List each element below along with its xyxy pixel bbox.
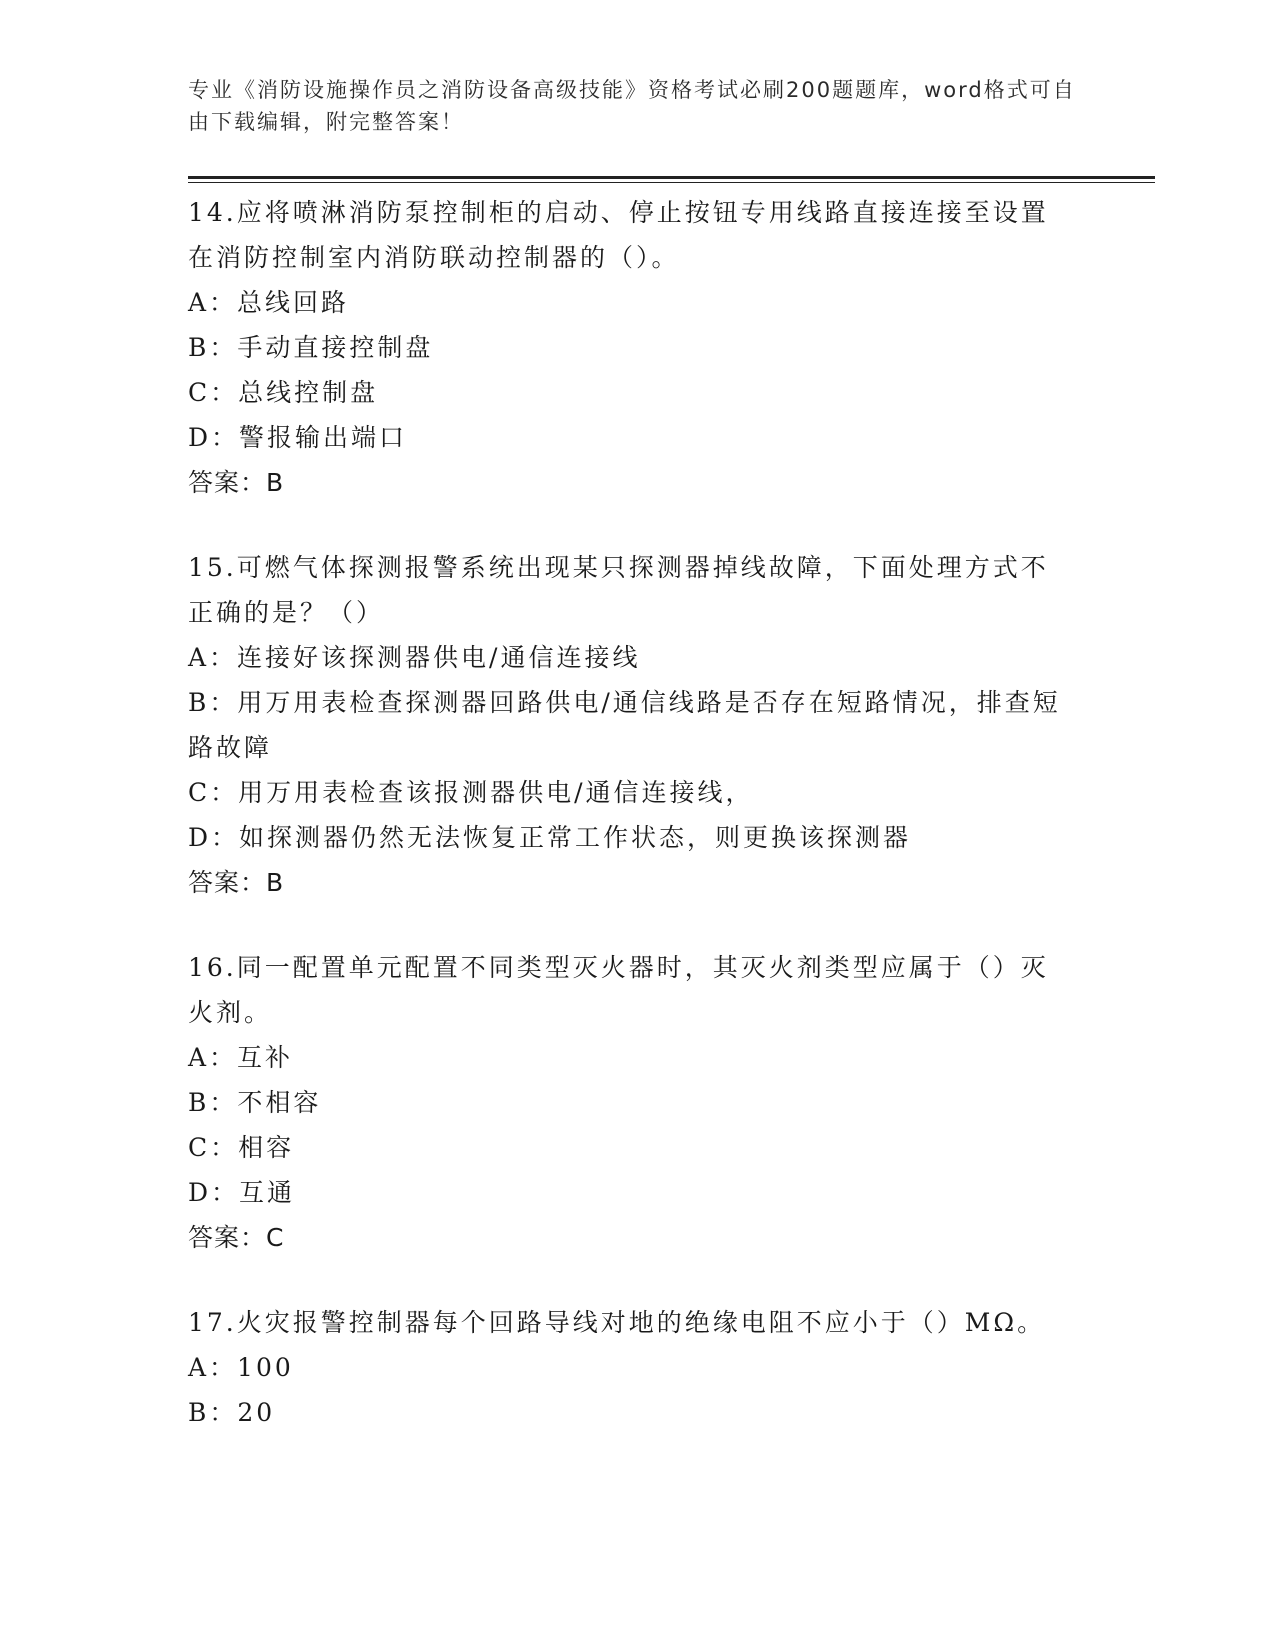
question-15 <box>188 545 1068 905</box>
header-divider-thin <box>188 182 1155 183</box>
question-stem: 17.火灾报警控制器每个回路导线对地的绝缘电阻不应小于（）MΩ。 <box>188 1308 1046 1337</box>
option-d: D：警报输出端口 <box>188 423 408 452</box>
question-stem: 16.同一配置单元配置不同类型灭火器时，其灭火剂类型应属于（）灭火剂。 <box>188 953 1049 1027</box>
question-stem: 15.可燃气体探测报警系统出现某只探测器掉线故障，下面处理方式不正确的是？（） <box>188 553 1049 627</box>
option-c: C：相容 <box>188 1133 295 1162</box>
option-a: A：互补 <box>188 1043 294 1072</box>
option-c: C：总线控制盘 <box>188 378 379 407</box>
option-a: A：总线回路 <box>188 288 350 317</box>
option-d: D：互通 <box>188 1178 296 1207</box>
option-b: B：手动直接控制盘 <box>188 333 434 362</box>
option-a: A：连接好该探测器供电/通信连接线 <box>188 643 641 672</box>
option-b: B：不相容 <box>188 1088 322 1117</box>
option-a: A：100 <box>188 1353 294 1382</box>
question-16 <box>188 945 1068 1260</box>
question-stem: 14.应将喷淋消防泵控制柜的启动、停止按钮专用线路直接连接至设置在消防控制室内消防联动控制器的（）。 <box>188 198 1049 272</box>
option-c: C：用万用表检查该报测器供电/通信连接线， <box>188 778 754 807</box>
answer: 答案：B <box>188 868 285 897</box>
answer: 答案：B <box>188 468 285 497</box>
option-b: B：20 <box>188 1398 276 1427</box>
question-list <box>188 190 1068 1475</box>
document-header: 专业《消防设施操作员之消防设备高级技能》资格考试必刷200题题库，word格式可自由下载编辑，附完整答案！ <box>188 78 1076 134</box>
option-b: B：用万用表检查探测器回路供电/通信线路是否存在短路情况，排查短路故障 <box>188 688 1061 762</box>
question-14 <box>188 190 1068 505</box>
answer: 答案：C <box>188 1223 285 1252</box>
header-divider <box>188 176 1155 179</box>
option-d: D：如探测器仍然无法恢复正常工作状态，则更换该探测器 <box>188 823 912 852</box>
question-17 <box>188 1300 1068 1435</box>
